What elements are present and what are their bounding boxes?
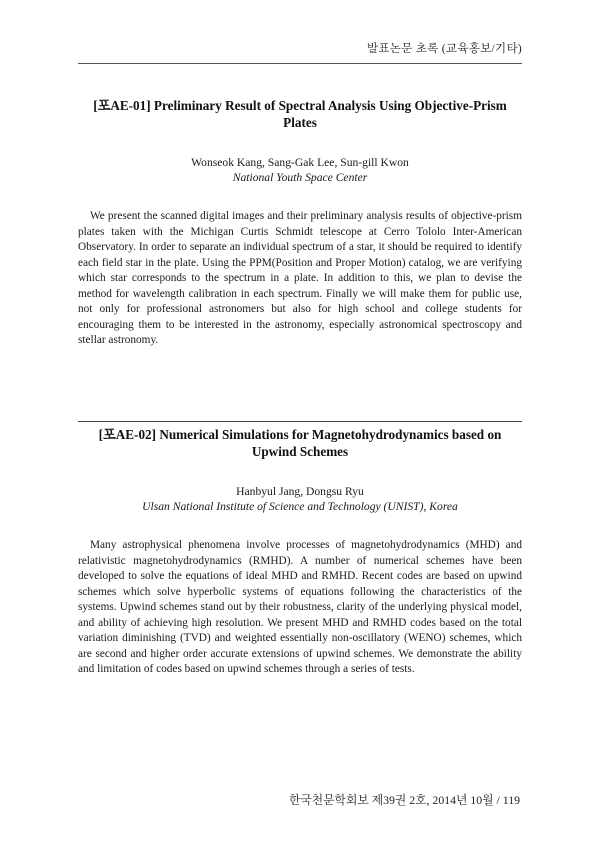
running-header: 발표논문 초록 (교육홍보/기타) [366,43,522,55]
abstract-ae01 [78,97,522,360]
page-footer: 한국천문학회보 제39권 2호, 2014년 10월 / 119 [288,793,520,807]
abstract-affiliation: Ulsan National Institute of Science and Technology (UNIST), Korea [142,500,458,513]
abstract-body: Many astrophysical phenomena involve processes of magnetohydrodynamics (MHD) and relativistic magnetohydrodynamics (RMHD). A number of numerical schemes have been developed to solve the equations of ideal MHD and RMHD. Recent codes are based on upwind schemes which solve hyperbolic systems of equations following the characteristics of the systems. Upwind schemes stand out by their robustness, clarity of the underlying physical model, and ability of achieving high resolution. We present MHD and RMHD codes based on the total variation diminishing (TVD) and weighted essentially non-oscillatory (WENO) schemes, which are second and higher order accurate extensions of upwind schemes. We demonstrate the ability and limitation of codes based on upwind schemes through a series of tests. [78,539,522,675]
abstract-authors: Hanbyul Jang, Dongsu Ryu [236,485,364,498]
abstract-ae02 [78,426,522,689]
abstract-body: We present the scanned digital images and their preliminary analysis results of objective-prism plates taken with the Michigan Curtis Schmidt telescope at Cerro Tololo Inter-American Observatory. In order to separate an individual spectrum of a star, it should be required to identify each field star in the plate. Using the PPM(Position and Proper Motion) catalog, we are verifying which star corresponds to the spectrum in a plate. In addition to this, we plan to devise the method for wavelength calibration in each spectrum. Finally we will make them for public use, not only for professional astronomers but also for high school and college students for encouraging them to be interested in the astronomy, especially astronomical spectroscopy and stellar astronomy. [78,210,522,346]
abstract-authors: Wonseok Kang, Sang-Gak Lee, Sun-gill Kwon [191,156,409,169]
abstract-title: [포AE-01] Preliminary Result of Spectral Analysis Using Objective-Prism Plates [93,98,507,130]
abstract-title: [포AE-02] Numerical Simulations for Magnetohydrodynamics based on Upwind Schemes [98,427,502,459]
section-divider [78,421,522,422]
header-divider [78,63,522,64]
abstract-affiliation: National Youth Space Center [232,171,368,184]
